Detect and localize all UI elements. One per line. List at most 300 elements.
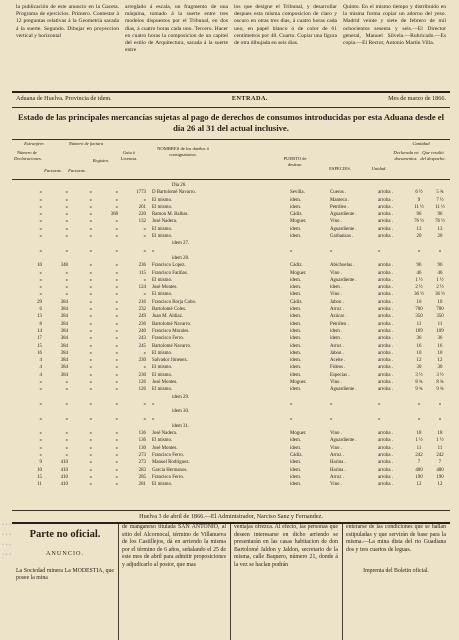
announcement-text-2: de manganeso titulada SAN ANTONIO, al sitio del Alcornocal, término de Villanueva de los Castillejos, dá en arriendo la misma por el término de 6 años, señalando el 25 de este mes de abril para admitir proposiciones y adjudicarlo al postor, que mas	[122, 524, 226, 568]
hdr-declarada: Declarada en documentos.	[393, 150, 419, 161]
cell-declared: 30	[416, 365, 422, 371]
cell-unit: arroba .	[378, 343, 393, 349]
table-title: Estado de las principales mercancías sujetas al pago de derechos de consumos introducidas por esta Aduana desde el dia 26 al 31 del actual inclusive.	[18, 112, 444, 133]
hdr-extranjero: Extranjero	[24, 141, 44, 146]
cell-factura: 384	[60, 299, 68, 305]
cell-factura: 384	[60, 365, 68, 371]
cell-registro: »	[115, 350, 118, 356]
cell-port: Cádiz.	[290, 212, 303, 218]
cell-consignee: José Nadera.	[152, 219, 177, 225]
cell-port: Moguer.	[290, 431, 307, 437]
cell-guia: 245	[138, 343, 146, 349]
divider	[12, 510, 450, 511]
table-row	[12, 474, 450, 481]
cell-registro: »	[115, 452, 118, 458]
cell-consignee: Francisco Ferro.	[152, 474, 185, 480]
cell-port: »	[290, 248, 293, 254]
cell-port: idem.	[290, 372, 302, 378]
cell-species: idem .	[330, 336, 343, 342]
cell-declared: 3 ½	[415, 372, 423, 378]
cell-species: Harina .	[330, 467, 346, 473]
cell-result: »	[438, 248, 442, 254]
table-row	[12, 284, 450, 291]
table-row	[12, 401, 450, 408]
cell-factura: »	[65, 387, 68, 393]
cell-factura-2: »	[89, 372, 92, 378]
anuncio-heading: ANUNCIO.	[45, 550, 85, 557]
table-day-row	[12, 182, 450, 189]
cell-declared: 18	[416, 431, 422, 437]
cell-registro: »	[115, 401, 118, 407]
cell-unit: arroba .	[378, 328, 393, 334]
cell-consignee: »	[152, 416, 155, 422]
cell-port: Moguer.	[290, 270, 307, 276]
cell-factura: »	[65, 226, 68, 232]
cell-species: Aguardiente .	[330, 226, 357, 232]
cell-guia: 126	[138, 380, 146, 386]
cell-registro: »	[115, 467, 118, 473]
cell-result: 3 ½	[436, 372, 444, 378]
cell-species: Petróleo .	[330, 321, 349, 327]
cell-species: Vino .	[330, 380, 342, 386]
cell-registro: »	[115, 190, 118, 196]
cell-factura-2: »	[89, 314, 92, 320]
cell-result: 5 ¾	[436, 190, 444, 196]
cell-factura-2: »	[89, 263, 92, 269]
cell-port: idem.	[290, 350, 302, 356]
announcement-text-3: ventajas ofrezca. Al efecto, las personas que deseen interesarse en dicho arriendo se presentarán en las casas habitacion de don Bartolomé Jaldon y Jaldon, secretario de la misma, calle Baquero, número 21, donde á la vez se haclan podrán	[234, 524, 338, 568]
cell-factura-2: »	[89, 343, 92, 349]
cell-guia: »	[143, 277, 146, 283]
cell-declared: 96	[416, 263, 422, 269]
cell-registro: »	[115, 460, 118, 466]
table-row	[12, 270, 450, 277]
cell-guia: »	[143, 248, 146, 254]
cell-consignee: José Nadera.	[152, 431, 177, 437]
cell-species: Aguardiente .	[330, 438, 357, 444]
cell-declaration: »	[39, 445, 42, 451]
hdr-registro: Registro.	[92, 158, 110, 163]
cell-registro: »	[115, 474, 118, 480]
table-row	[12, 379, 450, 386]
cell-declared: 190	[415, 474, 423, 480]
cell-unit: arroba .	[378, 372, 393, 378]
cell-declared: 700	[415, 307, 423, 313]
cell-declaration: 6	[39, 307, 42, 313]
cell-species: Arroz .	[330, 343, 344, 349]
cell-declared: 36 ½	[414, 292, 424, 298]
cell-species: idem .	[330, 328, 343, 334]
cell-factura-2: »	[89, 292, 92, 298]
table-row	[12, 416, 450, 423]
cell-registro: »	[115, 234, 118, 240]
cell-species: Vino .	[330, 431, 342, 437]
cell-port: Cádiz.	[290, 299, 303, 305]
hdr-unidad: Unidad.	[371, 166, 387, 171]
cell-guia: 130	[138, 445, 146, 451]
cell-guia: 243	[138, 336, 146, 342]
cell-registro: »	[115, 372, 118, 378]
column-rule	[230, 524, 231, 640]
cell-declaration: 10	[37, 467, 42, 473]
cell-declaration: 29	[37, 299, 42, 305]
cell-consignee: El mismo.	[152, 365, 173, 371]
cell-consignee: El mismo.	[152, 204, 173, 210]
cell-consignee: El mismo.	[152, 292, 173, 298]
bottom-column-1	[16, 524, 114, 640]
cell-consignee: El mismo.	[152, 438, 173, 444]
cell-declaration: »	[39, 190, 42, 196]
cell-factura-2: »	[89, 482, 92, 488]
cell-factura: »	[65, 285, 68, 291]
cell-result: 9 ¾	[436, 387, 444, 393]
cell-unit: arroba .	[378, 482, 393, 488]
cell-port: idem.	[290, 292, 302, 298]
cell-result: 700	[436, 307, 444, 313]
cell-factura-2: »	[89, 380, 92, 386]
cell-unit: arroba .	[378, 452, 393, 458]
cell-unit: »	[378, 401, 381, 407]
cell-guia: 230	[138, 358, 146, 364]
cell-unit: arroba .	[378, 285, 393, 291]
cell-factura-2: »	[89, 307, 92, 313]
table-row	[12, 350, 450, 357]
cell-factura-2: »	[89, 234, 92, 240]
cell-factura: »	[65, 380, 68, 386]
table-row	[12, 218, 450, 225]
cell-declared: 7	[417, 460, 421, 466]
cell-unit: arroba .	[378, 299, 393, 305]
cell-declaration: 11	[37, 482, 42, 488]
cell-unit: arroba .	[378, 321, 393, 327]
cell-guia: »	[143, 292, 146, 298]
cell-factura: »	[65, 445, 68, 451]
cell-factura-2: »	[89, 452, 92, 458]
cell-result: 11	[437, 321, 443, 327]
cell-registro: »	[115, 358, 118, 364]
table-row	[12, 357, 450, 364]
cell-consignee: José Montes.	[152, 380, 178, 386]
cell-factura: 348	[60, 263, 68, 269]
cell-factura-2: »	[89, 431, 92, 437]
cell-consignee: El mismo.	[152, 482, 173, 488]
cell-guia: »	[143, 226, 146, 232]
cell-species: Manteca .	[330, 197, 350, 203]
cell-species: Aguardiente .	[330, 277, 357, 283]
cell-species: »	[330, 401, 333, 407]
cell-result: 36 ½	[435, 292, 445, 298]
table-day-row	[12, 394, 450, 401]
cell-port: idem.	[290, 336, 302, 342]
cell-registro: »	[115, 314, 118, 320]
cell-unit: arroba .	[378, 212, 393, 218]
cell-factura: »	[65, 401, 68, 407]
cell-registro: 368	[110, 212, 118, 218]
cell-declared: »	[417, 416, 421, 422]
cell-consignee: José Montes.	[152, 285, 178, 291]
cell-factura: »	[65, 212, 68, 218]
cell-factura: »	[65, 277, 68, 283]
table-row	[12, 445, 450, 452]
cell-species: Vino .	[330, 292, 342, 298]
cell-consignee: Bartolomé Navarro.	[152, 321, 192, 327]
cell-declaration: 4	[39, 365, 42, 371]
cell-species: Petróleo .	[330, 204, 349, 210]
top-text-columns	[16, 4, 446, 84]
cell-guia: 249	[138, 314, 146, 320]
cell-port: Moguer.	[290, 380, 307, 386]
cell-registro: »	[115, 197, 118, 203]
cell-consignee: Francisco Borja Cobo.	[152, 299, 197, 305]
cell-species: »	[330, 248, 333, 254]
table-row	[12, 306, 450, 313]
cell-guia: »	[143, 197, 146, 203]
cell-result: »	[438, 416, 442, 422]
cell-consignee: Ramon M. Balbas.	[152, 212, 189, 218]
cell-factura-2: »	[89, 467, 92, 473]
cell-declaration: »	[39, 219, 42, 225]
cell-declared: 109	[415, 328, 423, 334]
cell-factura-2: »	[89, 474, 92, 480]
cell-factura: 384	[60, 336, 68, 342]
cell-declaration: 10	[37, 263, 42, 269]
cell-registro: »	[115, 299, 118, 305]
cell-consignee: Salvador Jimenez.	[152, 358, 188, 364]
cell-factura: »	[65, 234, 68, 240]
cell-guia: 261	[138, 204, 146, 210]
cell-registro: »	[115, 343, 118, 349]
cell-port: idem.	[290, 307, 302, 313]
cell-result: 1 ½	[436, 438, 444, 444]
cell-consignee: Francisco Morales.	[152, 328, 190, 334]
cell-registro: »	[115, 270, 118, 276]
cell-unit: arroba .	[378, 270, 393, 276]
table-row	[12, 328, 450, 335]
cell-factura: »	[65, 431, 68, 437]
printer-credit: Imprenta del Boletin oficial.	[363, 568, 429, 575]
table-row	[12, 262, 450, 269]
cell-result: 18	[437, 431, 443, 437]
cell-unit: arroba .	[378, 190, 393, 196]
cell-consignee: »	[152, 401, 155, 407]
cell-consignee: José Montes.	[152, 445, 178, 451]
cell-factura: 410	[60, 474, 68, 480]
cell-species: Fideos .	[330, 365, 346, 371]
table-day-row	[12, 255, 450, 262]
cell-port: idem.	[290, 460, 302, 466]
cell-result: 11 ½	[435, 204, 445, 210]
cell-species: Aceite .	[330, 358, 346, 364]
merchandise-table	[12, 182, 450, 488]
cell-port: idem.	[290, 321, 302, 327]
cell-registro: »	[115, 204, 118, 210]
cell-species: Vino .	[330, 482, 342, 488]
section-title: Parte no oficial.	[29, 529, 101, 540]
cell-result: 76 ½	[435, 219, 445, 225]
cell-declared: 242	[415, 452, 423, 458]
cell-result: 96	[437, 263, 443, 269]
cell-registro: »	[115, 321, 118, 327]
cell-species: Arroz .	[330, 474, 344, 480]
cell-guia: »	[143, 234, 146, 240]
cell-guia: 273	[138, 460, 146, 466]
cell-registro: »	[115, 328, 118, 334]
cell-declared: 76 ½	[414, 219, 424, 225]
cell-declared: 12	[416, 358, 422, 364]
cell-species: idem .	[330, 285, 343, 291]
cell-result: 20	[437, 234, 443, 240]
cell-declared: 96	[416, 212, 422, 218]
cell-declared: 46	[416, 270, 422, 276]
cell-species: Jabon .	[330, 350, 344, 356]
cell-factura-2: »	[89, 321, 92, 327]
cell-consignee: idem 29.	[172, 394, 190, 400]
bottom-column-4	[346, 524, 446, 640]
header-entrada: ENTRADA.	[231, 95, 268, 102]
report-header	[16, 95, 446, 105]
cell-port: idem.	[290, 387, 302, 393]
cell-port: »	[290, 401, 293, 407]
cell-species: Azúcar .	[330, 314, 347, 320]
cell-unit: arroba .	[378, 336, 393, 342]
divider	[12, 179, 450, 180]
table-row	[12, 277, 450, 284]
cell-declared: 20	[416, 234, 422, 240]
cell-result: 2 ½	[436, 285, 444, 291]
cell-factura-2: »	[89, 285, 92, 291]
cell-guia: 136	[138, 431, 146, 437]
cell-guia: »	[143, 401, 146, 407]
cell-declaration: 16	[37, 350, 42, 356]
table-row	[12, 452, 450, 459]
cell-factura-2: »	[89, 197, 92, 203]
header-month: Mes de marzo de 1866.	[388, 95, 446, 102]
cell-guia: 281	[138, 482, 146, 488]
cell-factura-2: »	[89, 277, 92, 283]
cell-declared: 1 ½	[415, 277, 423, 283]
top-column-4: Quinto. En el mismo tiempo y distribuido en la misma forma copiar un adorno del yeso. Madrid veinte y siete de febrero de mil ochocientos sesenta y seis.—El Director general, Manuel Silvela.—Rubricado.—Es copia.—El Rector, Antonio Martin Villa.	[343, 4, 446, 47]
cell-consignee: Francisco Ferro.	[152, 452, 185, 458]
cell-consignee: Francisco Ferro.	[152, 336, 185, 342]
cell-registro: »	[115, 482, 118, 488]
cell-port: Sevilla.	[290, 190, 305, 196]
cell-port: idem.	[290, 482, 302, 488]
hdr-guia: Guia ó Licencia.	[120, 150, 138, 161]
cell-factura: »	[65, 197, 68, 203]
cell-consignee: Manuel Rodriguez.	[152, 460, 190, 466]
cell-factura-2: »	[89, 270, 92, 276]
cell-unit: arroba .	[378, 314, 393, 320]
table-row	[12, 467, 450, 474]
cell-guia: »	[143, 365, 146, 371]
cell-consignee: El mismo.	[152, 226, 173, 232]
cell-declaration: 17	[37, 336, 42, 342]
hdr-numero-factura: Número de factura	[68, 141, 104, 146]
cell-factura: 384	[60, 343, 68, 349]
cell-result: 242	[436, 452, 444, 458]
cell-port: idem.	[290, 445, 302, 451]
cell-unit: arroba .	[378, 474, 393, 480]
cell-factura: »	[65, 416, 68, 422]
cell-result: 190	[436, 474, 444, 480]
cell-guia: 232	[138, 307, 146, 313]
top-column-2: arreglado á escala, un fragmento de una máquina, tomado á la suerte entre tres modelos dispuestos por el Tribunal, en dos dias, á cuatro horas cada uno. Tercero. Hacer en cuatro horas la composicion de un capitel del estilo de Arquitectura, sacada á la suerte entre	[125, 4, 228, 54]
table-row	[12, 291, 450, 298]
cell-declaration: 4	[39, 372, 42, 378]
cell-guia: 115	[138, 270, 146, 276]
cell-declared: 13	[416, 226, 422, 232]
cell-unit: arroba .	[378, 263, 393, 269]
cell-declaration: 15	[37, 474, 42, 480]
cell-result: 96	[437, 212, 443, 218]
table-day-row	[12, 240, 450, 247]
cell-factura-2: »	[89, 190, 92, 196]
cell-consignee: Bartolomé Coles.	[152, 307, 187, 313]
table-row	[12, 189, 450, 196]
cell-species: Arroz .	[330, 452, 344, 458]
cell-declaration: »	[39, 416, 42, 422]
cell-factura: »	[65, 204, 68, 210]
cell-consignee: García Hermanos.	[152, 467, 188, 473]
cell-unit: arroba .	[378, 292, 393, 298]
cell-species: Especias .	[330, 372, 350, 378]
cell-result: 13	[437, 226, 443, 232]
cell-guia: 236	[138, 263, 146, 269]
cell-factura-2: »	[89, 401, 92, 407]
cell-consignee: »	[152, 248, 155, 254]
header-customs-office: Aduana de Huelva. Provincia de idem.	[16, 95, 112, 102]
cell-port: idem.	[290, 358, 302, 364]
cell-unit: arroba .	[378, 234, 393, 240]
cell-factura: »	[65, 438, 68, 444]
cell-unit: »	[378, 248, 381, 254]
column-rule	[118, 524, 119, 640]
cell-result: 7	[438, 460, 442, 466]
cell-result: 8 ¾	[436, 380, 444, 386]
cell-declared: 11 ½	[414, 204, 424, 210]
table-row	[12, 481, 450, 488]
cell-port: idem.	[290, 365, 302, 371]
cell-factura-2: »	[89, 350, 92, 356]
cell-unit: arroba .	[378, 365, 393, 371]
cell-declared: 36	[416, 336, 422, 342]
cell-factura: »	[65, 248, 68, 254]
cell-species: Garbanzos .	[330, 234, 354, 240]
cell-unit: arroba .	[378, 350, 393, 356]
cell-factura-2: »	[89, 226, 92, 232]
cell-declared: 10	[416, 299, 422, 305]
table-day-row	[12, 408, 450, 415]
cell-consignee: idem 31.	[172, 423, 190, 429]
divider	[12, 107, 450, 108]
cell-consignee: Francisco Lopez.	[152, 263, 186, 269]
cell-registro: »	[115, 226, 118, 232]
cell-declaration: »	[39, 226, 42, 232]
cell-species: Vino .	[330, 445, 342, 451]
cell-port: idem.	[290, 226, 302, 232]
cell-registro: »	[115, 431, 118, 437]
cell-declaration: 13	[37, 314, 42, 320]
cell-guia: »	[143, 416, 146, 422]
cell-registro: »	[115, 307, 118, 313]
table-row	[12, 248, 450, 255]
cell-port: Cádiz.	[290, 452, 303, 458]
cell-port: idem.	[290, 467, 302, 473]
hdr-especies: ESPECIES.	[329, 166, 351, 171]
cell-declaration: 15	[37, 343, 42, 349]
cell-factura-2: »	[89, 204, 92, 210]
cell-result: 16	[437, 343, 443, 349]
